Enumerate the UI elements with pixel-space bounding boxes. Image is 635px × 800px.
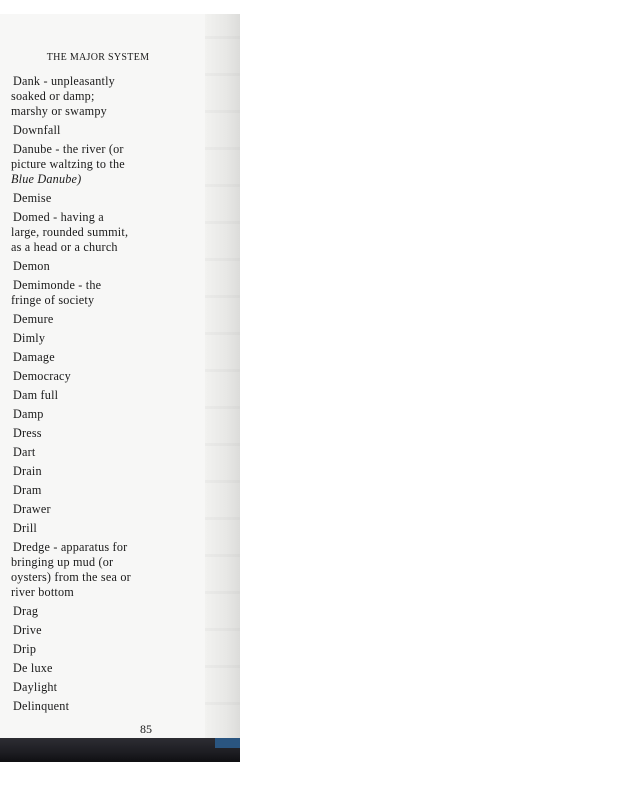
list-item	[11, 642, 211, 657]
entry-term: Dam full	[13, 388, 59, 402]
entry-definition-line: bringing up mud (or	[11, 555, 114, 569]
word-list	[11, 74, 211, 718]
list-item	[11, 369, 211, 384]
entry-term: Dredge - apparatus for	[13, 540, 128, 554]
list-item	[11, 502, 211, 517]
list-item	[11, 445, 211, 460]
list-item	[11, 74, 211, 119]
entry-term: Demon	[13, 259, 50, 273]
entry-definition-italic: Blue Danube)	[11, 172, 82, 186]
list-item	[11, 426, 211, 441]
entry-term: Drawer	[13, 502, 51, 516]
list-item	[11, 388, 211, 403]
entry-term: Dart	[13, 445, 36, 459]
entry-term: Dress	[13, 426, 42, 440]
entry-term: Danube - the river (or	[13, 142, 124, 156]
list-item	[11, 623, 211, 638]
running-header: THE MAJOR SYSTEM	[46, 52, 150, 63]
entry-term: Drip	[13, 642, 37, 656]
entry-term: Delinquent	[13, 699, 70, 713]
entry-term: Dank - unpleasantly	[13, 74, 115, 88]
list-item	[11, 210, 211, 255]
entry-definition-line: river bottom	[11, 585, 74, 599]
entry-term: Damp	[13, 407, 44, 421]
entry-definition-line: oysters) from the sea or	[11, 570, 131, 584]
list-item	[11, 259, 211, 274]
list-item	[11, 540, 211, 600]
entry-term: Daylight	[13, 680, 58, 694]
list-item	[11, 407, 211, 422]
list-item	[11, 680, 211, 695]
entry-term: Dram	[13, 483, 42, 497]
list-item	[11, 278, 211, 308]
list-item	[11, 142, 211, 187]
entry-definition-line: picture waltzing to the	[11, 157, 125, 171]
entry-term: Drag	[13, 604, 39, 618]
entry-term: Domed - having a	[13, 210, 104, 224]
book-cover-edge	[0, 738, 240, 762]
list-item	[11, 312, 211, 327]
list-item	[11, 123, 211, 138]
list-item	[11, 464, 211, 479]
list-item	[11, 483, 211, 498]
book-cover-accent	[215, 738, 240, 748]
list-item	[11, 191, 211, 206]
entry-term: Demure	[13, 312, 54, 326]
list-item	[11, 331, 211, 346]
entry-definition-line: soaked or damp;	[11, 89, 95, 103]
entry-term: Dimly	[13, 331, 46, 345]
entry-term: Drive	[13, 623, 42, 637]
list-item	[11, 604, 211, 619]
entry-term: Downfall	[13, 123, 61, 137]
list-item	[11, 350, 211, 365]
entry-term: Democracy	[13, 369, 71, 383]
entry-definition-line: large, rounded summit,	[11, 225, 129, 239]
entry-term: Demimonde - the	[13, 278, 102, 292]
entry-term: De luxe	[13, 661, 53, 675]
entry-term: Damage	[13, 350, 55, 364]
list-item	[11, 521, 211, 536]
entry-term: Drill	[13, 521, 38, 535]
entry-definition-line: marshy or swampy	[11, 104, 107, 118]
entry-term: Drain	[13, 464, 42, 478]
list-item	[11, 661, 211, 676]
page-number: 85	[140, 722, 152, 736]
entry-definition-line: as a head or a church	[11, 240, 118, 254]
entry-definition-line: fringe of society	[11, 293, 95, 307]
list-item	[11, 699, 211, 714]
entry-term: Demise	[13, 191, 52, 205]
